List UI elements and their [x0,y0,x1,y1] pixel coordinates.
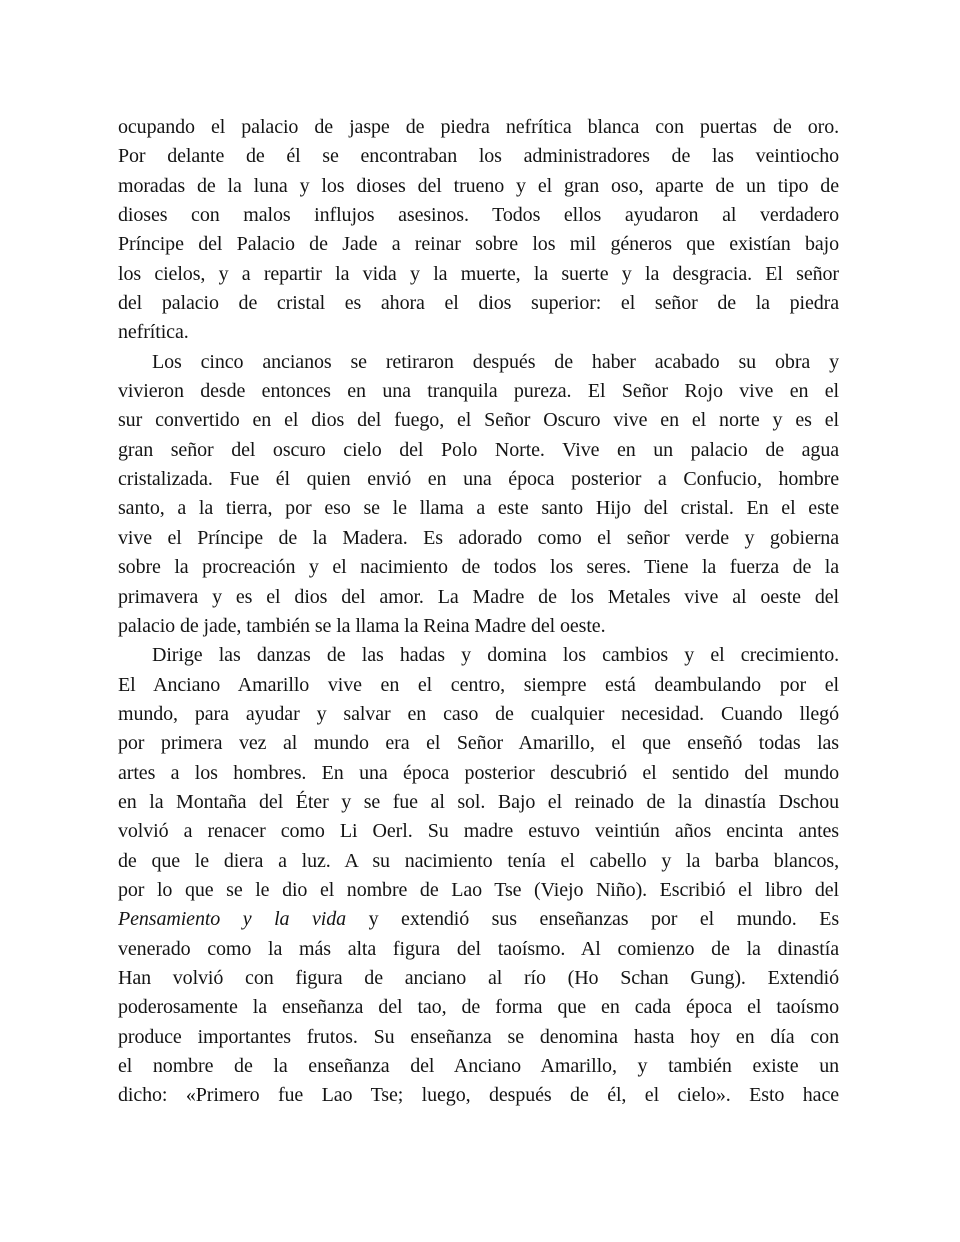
text-line [118,583,839,612]
text-block [118,113,839,1111]
text-run: gran señor del oscuro cielo del Polo Norte. Vive en un palacio de agua [118,438,839,461]
text-run: los cielos, y a repartir la vida y la muerte, la suerte y la desgracia. El señor [118,262,839,285]
text-line [118,377,839,406]
text-run: por primera vez al mundo era el Señor Amarillo, el que enseñó todas las [118,732,839,755]
text-line [118,318,839,347]
text-run: del palacio de cristal es ahora el dios superior: el señor de la piedra [118,292,839,315]
text-run: de que le diera a luz. A su nacimiento tenía el cabello y la barba blancos, [118,849,839,872]
text-line [118,289,839,318]
text-line [118,348,839,377]
text-line [118,1052,839,1081]
text-line [118,612,839,641]
text-line [118,1081,839,1110]
text-line [118,671,839,700]
text-run: vivieron desde entonces en una tranquila pureza. El Señor Rojo vive en el [118,380,839,403]
text-line [118,847,839,876]
text-line [118,260,839,289]
text-line [118,1023,839,1052]
text-line [118,172,839,201]
text-line [118,142,839,171]
text-run: Príncipe del Palacio de Jade a reinar sobre los mil géneros que existían bajo [118,233,839,256]
text-run: produce importantes frutos. Su enseñanza se denomina hasta hoy en día con [118,1025,839,1048]
text-run: Los cinco ancianos se retiraron después de haber acabado su obra y [152,350,839,373]
text-run: nefrítica. [118,321,189,344]
text-run: y extendió sus enseñanzas por el mundo. Es [346,908,839,931]
text-run: moradas de la luna y los dioses del trueno y el gran oso, aparte de un tipo de [118,174,839,197]
text-run: Por delante de él se encontraban los administradores de las veintiocho [118,145,839,168]
text-line [118,993,839,1022]
text-run: Han volvió con figura de anciano al río (Ho Schan Gung). Extendió [118,966,839,989]
text-line [118,935,839,964]
text-line [118,436,839,465]
text-line [118,553,839,582]
text-run: dioses con malos influjos asesinos. Todos ellos ayudaron al verdadero [118,204,839,227]
text-line [118,876,839,905]
text-run: venerado como la más alta figura del taoísmo. Al comienzo de la dinastía [118,937,839,960]
text-run: vive el Príncipe de la Madera. Es adorado como el señor verde y gobierna [118,526,839,549]
text-line [118,729,839,758]
text-run: El Anciano Amarillo vive en el centro, siempre está deambulando por el [118,673,839,696]
text-run: por lo que se le dio el nombre de Lao Tse (Viejo Niño). Escribió el libro del [118,878,839,901]
text-run: cristalizada. Fue él quien envió en una época posterior a Confucio, hombre [118,468,839,491]
text-run: sur convertido en el dios del fuego, el Señor Oscuro vive en el norte y es el [118,409,839,432]
text-line [118,201,839,230]
text-line [118,700,839,729]
text-run: sobre la procreación y el nacimiento de todos los seres. Tiene la fuerza de la [118,556,839,579]
text-run: poderosamente la enseñanza del tao, de forma que en cada época el taoísmo [118,996,839,1019]
text-run: primavera y es el dios del amor. La Madre de los Metales vive al oeste del [118,585,839,608]
text-line [118,230,839,259]
text-line [118,406,839,435]
text-line [118,964,839,993]
italic-book-title: Pensamiento y la vida [118,908,347,931]
text-run: palacio de jade, también se la llama la Reina Madre del oeste. [118,614,606,637]
text-line [118,494,839,523]
text-line [118,641,839,670]
text-run: en la Montaña del Éter y se fue al sol. Bajo el reinado de la dinastía Dschou [118,790,839,813]
text-run: Dirige las danzas de las hadas y domina los cambios y el crecimiento. [152,644,839,667]
text-run: volvió a renacer como Li Oerl. Su madre estuvo veintiún años encinta antes [118,820,839,843]
text-run: el nombre de la enseñanza del Anciano Amarillo, y también existe un [118,1055,839,1077]
text-run: santo, a la tierra, por eso se le llama a este santo Hijo del cristal. En el este [118,497,839,520]
text-line [118,524,839,553]
text-line [118,465,839,494]
text-run: mundo, para ayudar y salvar en caso de cualquier necesidad. Cuando llegó [118,702,839,725]
text-run: dicho: «Primero fue Lao Tse; luego, después de él, el cielo». Esto hace [118,1084,839,1107]
text-run: artes a los hombres. En una época posterior descubrió el sentido del mundo [118,761,839,784]
text-line [118,759,839,788]
text-line [118,817,839,846]
text-line [118,905,839,934]
text-run: ocupando el palacio de jaspe de piedra nefrítica blanca con puertas de oro. [118,116,839,138]
text-line [118,788,839,817]
text-line [118,113,839,142]
